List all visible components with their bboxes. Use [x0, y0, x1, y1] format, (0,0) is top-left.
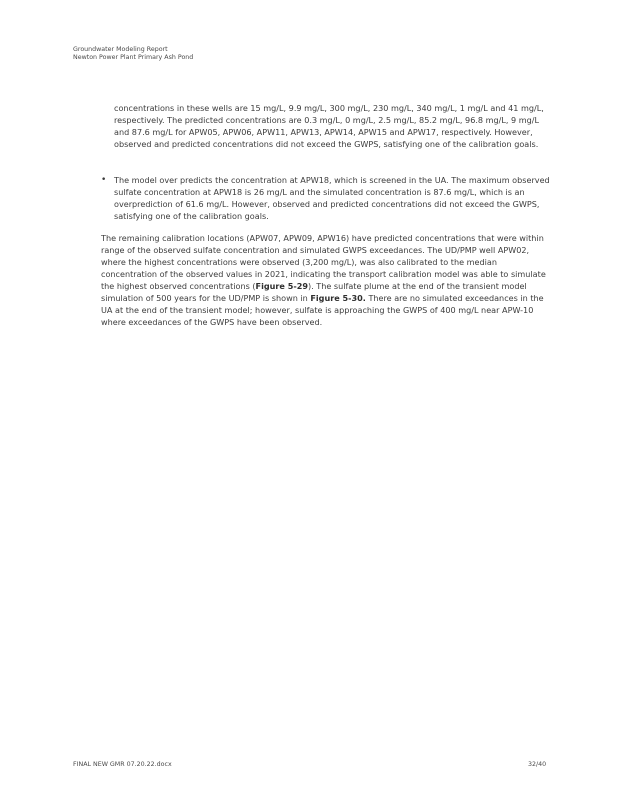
bullet-icon: •: [101, 175, 107, 185]
figure-reference-5-29: Figure 5-29: [255, 281, 308, 291]
site-name: Newton Power Plant Primary Ash Pond: [73, 54, 194, 61]
page-header: [73, 46, 193, 62]
bullet-text: The model over predicts the concentration at APW18, which is screened in the UA. The maximum observed sulfate concentration at APW18 is 26 mg/L and the simulated concentration is 87.6 mg/L, which is an overprediction of 61.6 mg/L. However, observed and predicted concentrations did not exceed the GWPS, satisfying one of the calibration goals.: [114, 175, 550, 221]
paragraph-text-1: The remaining calibration locations (APW07, APW09, APW16) have predicted concentrations that were within range of the observed sulfate concentration and simulated GWPS exceedances. The UD/PMP well APW02, where the highest concentrations were observed (3,200 mg/L), was also calibrated to the median concentration of the observed values in 2021, indicating the transport calibration model was able to simulate the highest observed concentrations (: [101, 233, 546, 291]
report-title: Groundwater Modeling Report: [73, 46, 168, 53]
paragraph-continued: concentrations in these wells are 15 mg/L, 9.9 mg/L, 300 mg/L, 230 mg/L, 340 mg/L, 1 mg/L and 41 mg/L, respectively. The predicted concentrations are 0.3 mg/L, 0 mg/L, 2.5 mg/L, 85.2 mg/L, 96.8 mg/L, 9 mg/L and 87.6 mg/L for APW05, APW06, APW11, APW13, APW14, APW15 and APW17, respectively. However, observed and predicted concentrations did not exceed the GWPS, satisfying one of the calibration goals.: [114, 103, 544, 149]
figure-reference-5-30: Figure 5-30.: [310, 293, 366, 303]
paragraph-calibration: [101, 232, 553, 328]
page-number: 32/40: [528, 761, 547, 768]
footer-filename: FINAL NEW GMR 07.20.22.docx: [73, 761, 172, 768]
paragraph-text-2: ). The sulfate plume at the end of the transient model simulation of 500 years for the UD/PMP is shown in: [101, 281, 527, 303]
paragraph-text-3: There are no simulated exceedances in the UA at the end of the transient model; however, sulfate is approaching the GWPS of 400 mg/L near APW-10 where exceedances of the GWPS have been observed.: [101, 293, 544, 327]
